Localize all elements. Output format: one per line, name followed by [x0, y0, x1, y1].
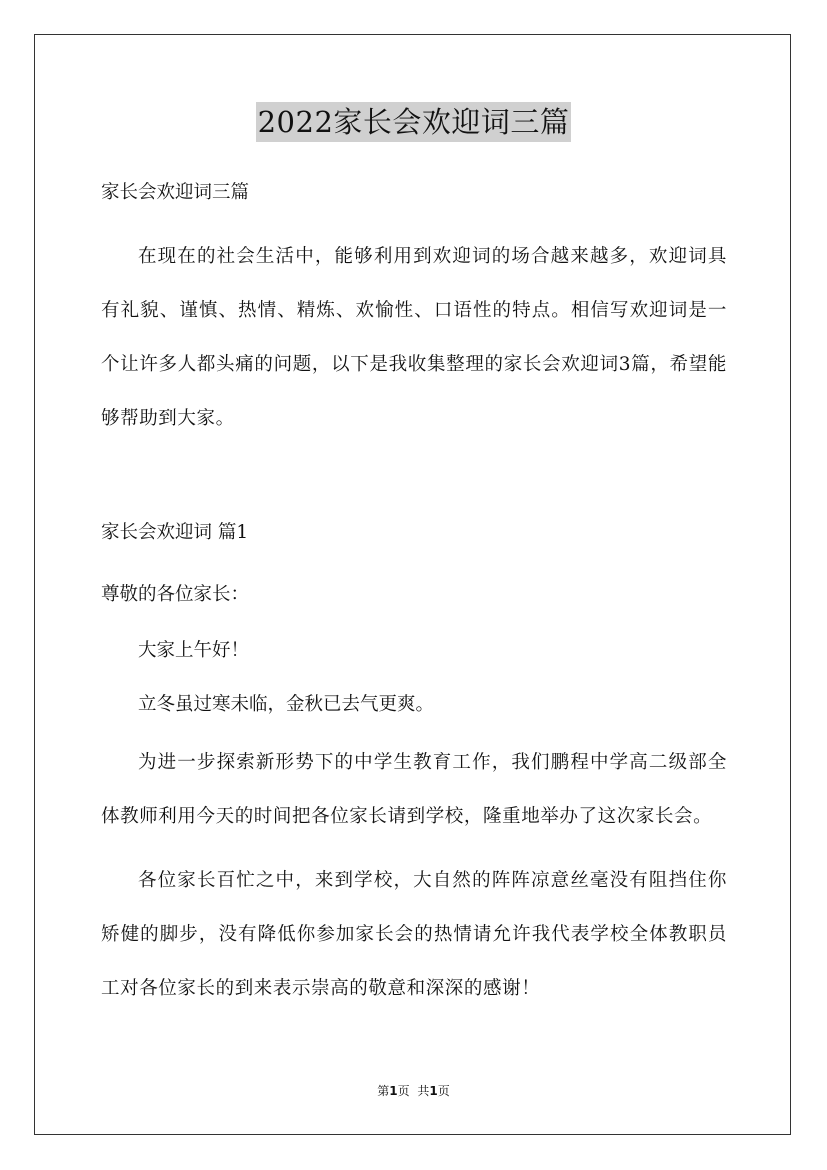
intro-paragraph: 在现在的社会生活中，能够利用到欢迎词的场合越来越多，欢迎词具有礼貌、谨慎、热情、精炼、欢愉性、口语性的特点。相信写欢迎词是一个让许多人都头痛的问题，以下是我收集整理的家长会欢迎词3篇，希望能够帮助到大家。 [101, 246, 727, 429]
total-pages: 1 [429, 1084, 438, 1098]
total-suffix: 页 [437, 1084, 450, 1098]
section-heading: 家长会欢迎词 篇1 [101, 522, 249, 543]
page-number: 1 [389, 1084, 398, 1098]
body-paragraph-1: 为进一步探索新形势下的中学生教育工作，我们鹏程中学高二级部全体教师利用今天的时间把各位家长请到学校，隆重地举办了这次家长会。 [101, 752, 727, 827]
body-paragraph-2: 各位家长百忙之中，来到学校，大自然的阵阵凉意丝毫没有阻挡住你矫健的脚步，没有降低你参加家长会的热情请允许我代表学校全体教职员工对各位家长的到来表示崇高的敬意和深深的感谢！ [101, 870, 727, 999]
total-prefix: 共 [417, 1084, 430, 1098]
page-footer [0, 1082, 827, 1099]
page-prefix: 第 [377, 1084, 390, 1098]
greeting: 大家上午好！ [138, 640, 250, 661]
title-container [0, 102, 827, 142]
subtitle: 家长会欢迎词三篇 [101, 182, 250, 203]
salutation: 尊敬的各位家长： [101, 584, 250, 605]
opening-line: 立冬虽过寒未临，金秋已去气更爽。 [138, 694, 435, 715]
page-suffix: 页 [397, 1084, 410, 1098]
document-title: 2022家长会欢迎词三篇 [256, 102, 572, 142]
document-body [101, 176, 727, 1016]
